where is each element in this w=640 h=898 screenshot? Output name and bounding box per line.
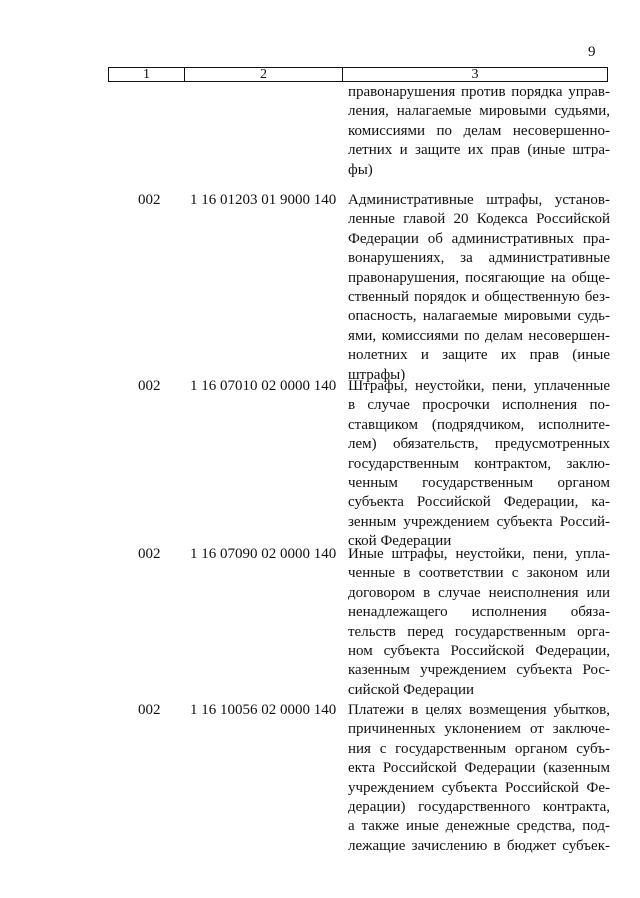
description-line: ской Федерации	[348, 533, 452, 550]
header-col-1: 1	[109, 68, 185, 81]
description-line: а также иные денежные средства, под-	[348, 818, 610, 835]
description-line: тельств перед государственным орга-	[348, 623, 610, 640]
description-line: вонарушениях, за административные	[348, 250, 610, 267]
description-line: государственным контрактом, заклю-	[348, 455, 610, 472]
description-line: лем) обязательств, предусмотренных	[348, 436, 610, 453]
description-line: учреждением субъекта Российской Фе-	[348, 779, 610, 796]
description-line: Федерации об административных пра-	[348, 230, 610, 247]
admin-code: 002	[138, 378, 161, 394]
description-line: правонарушения против порядка управ-	[348, 84, 610, 100]
description-line: ями, комиссиями по делам несовершен-	[348, 327, 610, 344]
description-line: ленные главой 20 Кодекса Российской	[348, 211, 610, 228]
description-line: ченным государственным органом	[348, 475, 610, 492]
admin-code: 002	[138, 192, 161, 208]
description-line: летних и защите их прав (иные штра-	[348, 142, 610, 159]
description-line: ставщиком (подрядчиком, исполните-	[348, 416, 610, 433]
table-header	[108, 67, 608, 82]
admin-code: 002	[138, 702, 161, 718]
description-line: фы)	[348, 161, 373, 178]
description-line: екта Российской Федерации (казенным	[348, 760, 610, 777]
header-col-2: 2	[185, 68, 343, 81]
description-line: ния с государственным органом субъ-	[348, 740, 610, 757]
description-line: в случае просрочки исполнения по-	[348, 397, 610, 414]
description-line: ном субъекта Российской Федерации,	[348, 643, 610, 660]
budget-classification-code: 1 16 07010 02 0000 140	[190, 378, 337, 394]
description-line: дерации) государственного контракта,	[348, 799, 610, 816]
row-description	[348, 545, 610, 700]
description-line: сийской Федерации	[348, 681, 475, 698]
description-line: ненадлежащего исполнения обяза-	[348, 604, 610, 621]
description-line: зенным учреждением субъекта Россий-	[348, 513, 610, 530]
row-description	[348, 701, 610, 856]
description-line: казенным учреждением субъекта Рос-	[348, 662, 610, 679]
description-line: нолетних и защите их прав (иные	[348, 347, 610, 364]
description-line: Иные штрафы, неустойки, пени, упла-	[348, 546, 610, 562]
page-number: 9	[588, 44, 596, 60]
description-line: договором в случае неисполнения или	[348, 584, 610, 601]
description-line: опасность, налагаемые мировыми судь-	[348, 308, 610, 325]
budget-classification-code: 1 16 10056 02 0000 140	[190, 702, 337, 718]
row-description	[348, 83, 610, 180]
description-line: Штрафы, неустойки, пени, уплаченные	[348, 378, 610, 394]
description-line: причиненных уклонением от заключе-	[348, 721, 610, 738]
budget-classification-code: 1 16 07090 02 0000 140	[190, 546, 337, 562]
budget-classification-code: 1 16 01203 01 9000 140	[190, 192, 337, 208]
description-line: Платежи в целях возмещения убытков,	[348, 702, 610, 718]
description-line: правонарушения, посягающие на обще-	[348, 269, 610, 286]
description-line: ченные в соответствии с законом или	[348, 565, 610, 582]
description-line: штрафы)	[348, 366, 406, 383]
description-line: Административные штрафы, установ-	[348, 192, 610, 208]
description-line: ления, налагаемые мировыми судьями,	[348, 103, 610, 120]
admin-code: 002	[138, 546, 161, 562]
description-line: лежащие зачислению в бюджет субъек-	[348, 837, 610, 854]
row-description	[348, 377, 610, 552]
description-line: ственный порядок и общественную без-	[348, 289, 610, 306]
row-description	[348, 191, 610, 385]
description-line: субъекта Российской Федерации, ка-	[348, 494, 610, 511]
header-col-3: 3	[471, 67, 479, 82]
description-line: комиссиями по делам несовершенно-	[348, 122, 610, 139]
